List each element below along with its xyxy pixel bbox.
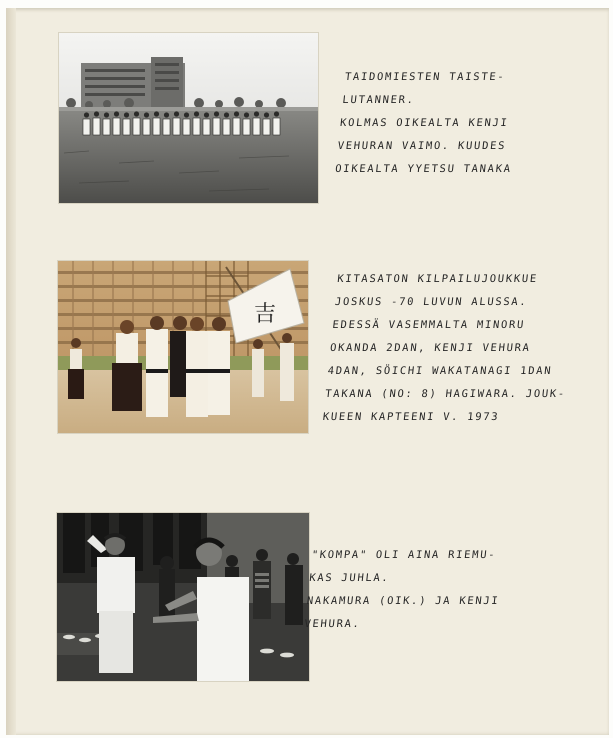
photo-kompa-party-image — [57, 513, 309, 681]
caption-photo-3 — [303, 544, 505, 636]
photo-kitasato-team-image — [58, 261, 308, 433]
caption-line: NAKAMURA (OIK.) JA KENJI — [306, 595, 501, 607]
caption-line: VEHURA. — [303, 618, 362, 630]
caption-line: KOLMAS OIKEALTA KENJI — [339, 117, 510, 129]
caption-line: TAIDOMIESTEN TAISTE- — [344, 71, 506, 83]
caption-line: JOSKUS -70 LUVUN ALUSSA. — [334, 296, 529, 308]
caption-line: KUEEN KAPTEENI V. 1973 — [322, 411, 500, 423]
photo-kitasato-team[interactable] — [57, 260, 309, 434]
photo-taido-demonstration[interactable] — [58, 32, 319, 204]
caption-line: KAS JUHLA. — [308, 572, 391, 584]
caption-line: OIKEALTA YYETSU TANAKA — [334, 163, 513, 175]
caption-line: OKANDA 2DAN, KENJI VEHURA — [329, 342, 532, 354]
caption-line: TAKANA (NO: 8) HAGIWARA. JOUK- — [324, 388, 567, 400]
album-spine — [6, 8, 16, 735]
caption-line: "KOMPA" OLI AINA RIEMU- — [311, 549, 497, 561]
photo-kompa-party[interactable] — [56, 512, 310, 682]
caption-line: 4DAN, SÖICHI WAKATANAGI 1DAN — [327, 365, 553, 377]
caption-photo-2 — [322, 268, 580, 429]
caption-line: EDESSÄ VASEMMALTA MINORU — [331, 319, 526, 331]
banner-kanji: 吉 — [254, 302, 277, 327]
photo-taido-demonstration-image — [59, 33, 318, 203]
caption-line: KITASATON KILPAILUJOUKKUE — [336, 273, 539, 285]
caption-line: LUTANNER. — [341, 94, 416, 106]
caption-line: VEHURAN VAIMO. KUUDES — [337, 140, 507, 152]
caption-photo-1 — [334, 66, 523, 181]
